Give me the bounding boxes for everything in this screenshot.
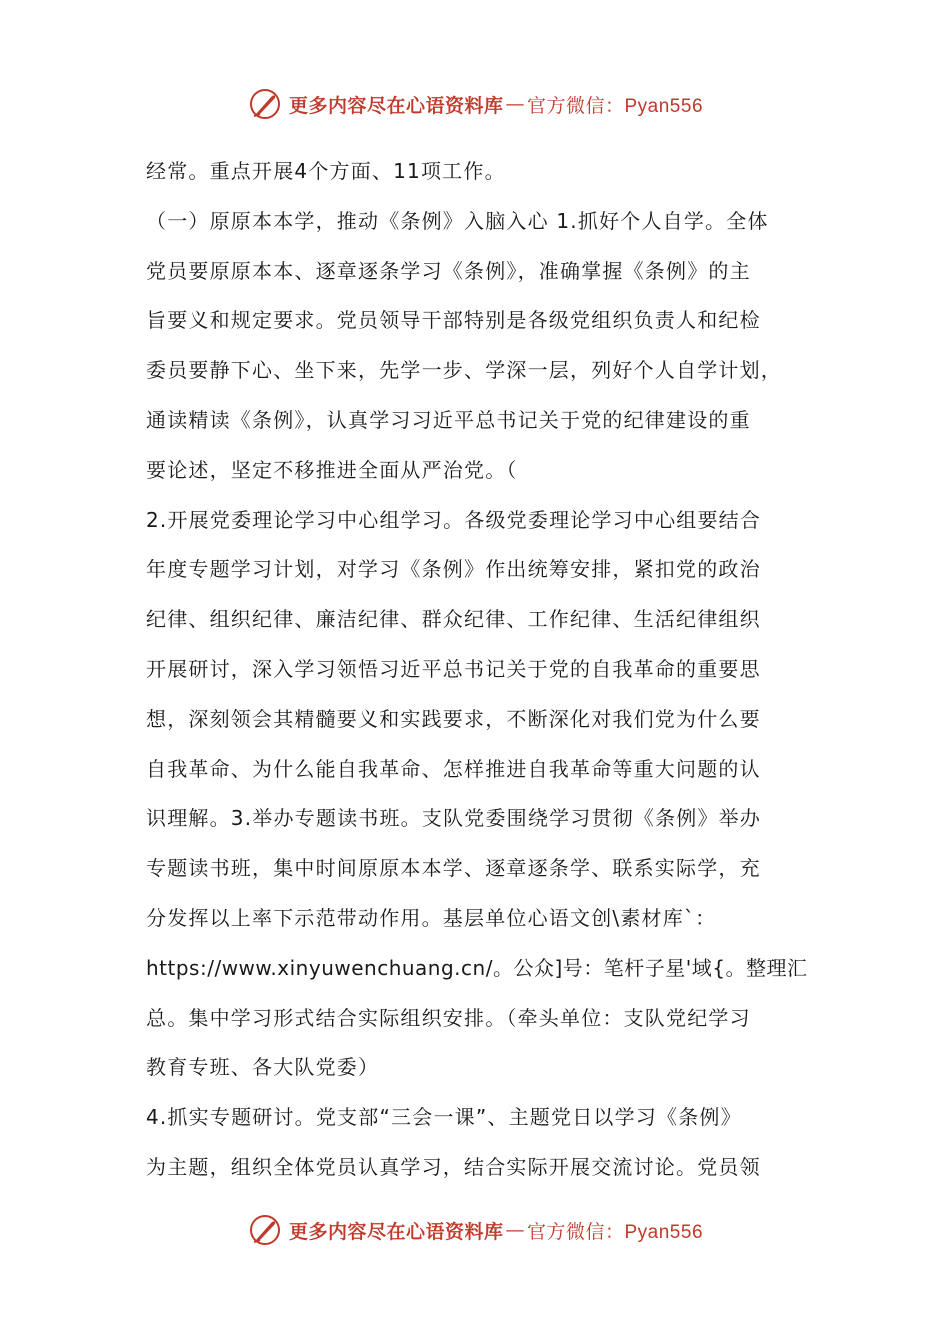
body-line: 旨要义和规定要求。党员领导干部特别是各级党组织负责人和纪检 <box>146 308 761 333</box>
header-banner <box>0 84 950 124</box>
banner-site-text: 更多内容尽在心语资料库 <box>288 1220 504 1243</box>
body-line: 委员要静下心、坐下来，先学一步、学深一层，列好个人自学计划， <box>146 358 782 383</box>
body-line: 教育专班、各大队党委） <box>146 1055 380 1080</box>
body-line: 总。集中学习形式结合实际组织安排。（牵头单位：支队党纪学习 <box>146 1005 751 1030</box>
body-line: 开展研讨，深入学习领悟习近平总书记关于党的自我革命的重要思 <box>146 656 761 681</box>
body-line: 自我革命、为什么能自我革命、怎样推进自我革命等重大问题的认 <box>146 756 761 781</box>
body-line: 纪律、组织纪律、廉洁纪律、群众纪律、工作纪律、生活纪律组织 <box>146 607 761 632</box>
body-line: 识理解。3.举办专题读书班。支队党委围绕学习贯彻《条例》举办 <box>146 806 762 831</box>
body-line: 专题读书班，集中时间原原本本学、逐章逐条学、联系实际学，充 <box>146 856 761 881</box>
body-line: 要论述，坚定不移推进全面从严治党。（ <box>146 457 518 482</box>
banner-wechat-text: 官方微信：Pyan556 <box>527 95 704 117</box>
body-line: 通读精读《条例》，认真学习习近平总书记关于党的纪律建设的重 <box>146 407 751 432</box>
body-line: （一）原原本本学，推动《条例》入脑入心 1.抓好个人自学。全体 <box>146 208 769 233</box>
banner-wechat-text: 官方微信：Pyan556 <box>527 1221 704 1243</box>
quill-pen-logo-icon <box>247 86 283 122</box>
document-body <box>146 147 810 1193</box>
body-line: 2.开展党委理论学习中心组学习。各级党委理论学习中心组要结合 <box>146 507 762 532</box>
footer-banner <box>0 1210 950 1250</box>
body-line: 为主题，组织全体党员认真学习，结合实际开展交流讨论。党员领 <box>146 1154 761 1179</box>
body-line: 4.抓实专题研讨。党支部“三会一课”、主题党日以学习《条例》 <box>146 1105 742 1130</box>
body-line: 想，深刻领会其精髓要义和实践要求，不断深化对我们党为什么要 <box>146 706 761 731</box>
banner-dash: — <box>505 1219 525 1241</box>
body-line-with-link: https://www.xinyuwenchuang.cn/。公众]号：笔杆子星'域{。整理汇 <box>146 955 808 980</box>
body-line: 党员要原原本本、逐章逐条学习《条例》，准确掌握《条例》的主 <box>146 258 751 283</box>
banner-dash: — <box>505 93 525 115</box>
banner-site-text: 更多内容尽在心语资料库 <box>288 94 504 117</box>
body-line: 年度专题学习计划，对学习《条例》作出统筹安排，紧扣党的政治 <box>146 557 761 582</box>
quill-pen-logo-icon <box>247 1212 283 1248</box>
body-line: 分发挥以上率下示范带动作用。基层单位心语文创\素材库`： <box>146 905 717 930</box>
body-line: 经常。重点开展4个方面、11项工作。 <box>146 159 506 183</box>
